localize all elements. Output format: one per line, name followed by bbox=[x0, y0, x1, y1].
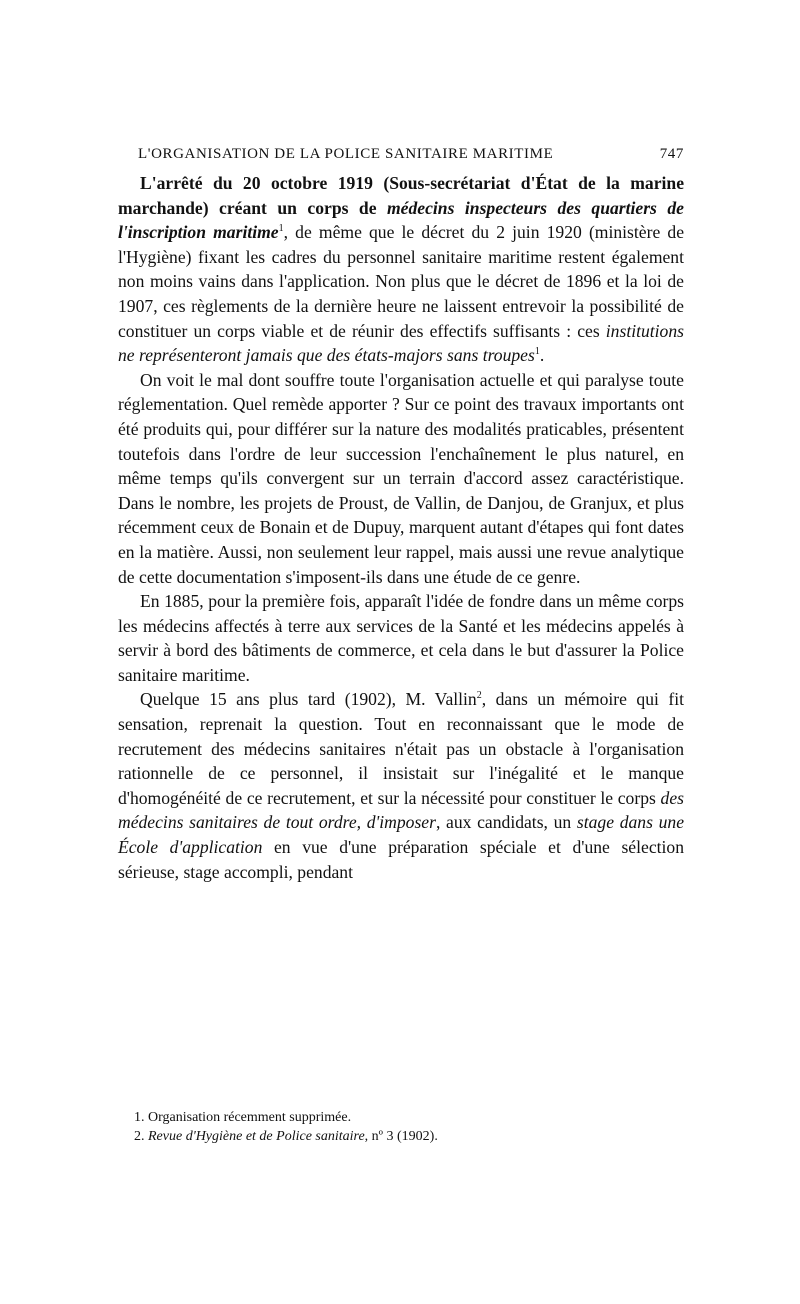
running-head bbox=[118, 146, 684, 163]
page-number: 747 bbox=[659, 146, 684, 162]
italic-segment: des médecins sanitaires de tout ordre, d'imposer bbox=[118, 787, 684, 833]
footnote-ref: 1 bbox=[278, 223, 284, 235]
footnote-2 bbox=[134, 1127, 694, 1146]
paragraph-1 bbox=[118, 171, 684, 368]
italic-segment: médecins inspecteurs des quartiers de l'inscription maritime bbox=[118, 197, 684, 243]
paragraph-3: En 1885, pour la première fois, apparaît l'idée de fondre dans un même corps les médecins affectés à terre aux services de la Santé et les médecins appelés à servir à bord des bâtiments de commerce, et cela dans le but d'assurer la Police sanitaire maritime. bbox=[118, 591, 684, 685]
text-segment: . bbox=[539, 345, 545, 366]
text-segment: , dans un mémoire qui fit sensation, reprenait la question. Tout en reconnaissant que le mode de recrutement des médecins sanitaires n'était pas un obstacle à l'organisation rationnelle de ce personnel, il insistait sur l'inégalité et le manque d'homogénéité de ce recrutement, et sur la nécessité pour constituer le corps bbox=[118, 689, 684, 808]
footnote-text: , nº 3 (1902). bbox=[364, 1129, 438, 1144]
text-segment: L'arrêté du 20 octobre 1919 (Sous-secrétariat d'État de la marine marchande) créant un corps de bbox=[118, 173, 684, 218]
footnote-ref: 1 bbox=[534, 346, 540, 358]
text-segment: Quelque 15 ans plus tard (1902), M. Vallin bbox=[140, 689, 477, 710]
text-segment: , de même que le décret du 2 juin 1920 (ministère de l'Hygiène) fixant les cadres du personnel sanitaire maritime restent également non moins vains dans l'application. Non plus que le décret de 1896 et la loi de 1907, ces règlements de la dernière heure ne laissent entrevoir la possibilité de constituer un corps viable et de réunir des effectifs suffisants : ces bbox=[118, 222, 685, 341]
footnote-text: Organisation récemment supprimée. bbox=[148, 1110, 352, 1125]
text-segment: , aux candidats, un bbox=[435, 812, 577, 833]
footnote-1 bbox=[134, 1108, 694, 1127]
body-text bbox=[118, 171, 684, 884]
footnote-italic: Revue d'Hygiène et de Police sanitaire bbox=[148, 1129, 365, 1144]
footnote-marker: 2. bbox=[134, 1129, 145, 1144]
footnote-marker: 1. bbox=[134, 1110, 145, 1125]
paragraph-2: On voit le mal dont souffre toute l'organisation actuelle et qui paralyse toute réglementation. Quel remède apporter ? Sur ce point des travaux importants ont été produits qui, pour différer sur la nature des modalités praticables, présentent toutefois dans l'ordre de leur succession l'enchaînement le plus naturel, en même temps qu'ils convergent sur un terrain d'accord assez caractéristique. Dans le nombre, les projets de Proust, de Vallin, de Danjou, de Granjux, et plus récemment ceux de Bonain et de Dupuy, marquent autant d'étapes qui font dates en la matière. Aussi, non seulement leur rappel, mais aussi une revue analytique de cette documentation s'imposent-ils dans une étude de ce genre. bbox=[118, 369, 684, 587]
text-segment: en vue d'une préparation spéciale et d'une sélection sérieuse, stage accompli, pendant bbox=[118, 837, 684, 882]
running-head-title: L'ORGANISATION DE LA POLICE SANITAIRE MARITIME bbox=[138, 146, 554, 162]
italic-segment: stage dans une École d'application bbox=[118, 812, 685, 858]
book-page bbox=[118, 146, 684, 884]
paragraph-4 bbox=[118, 687, 684, 884]
italic-segment: institutions ne représenteront jamais que des états-majors sans troupes bbox=[118, 320, 684, 366]
footnote-ref: 2 bbox=[476, 690, 482, 702]
footnotes bbox=[134, 1108, 694, 1146]
